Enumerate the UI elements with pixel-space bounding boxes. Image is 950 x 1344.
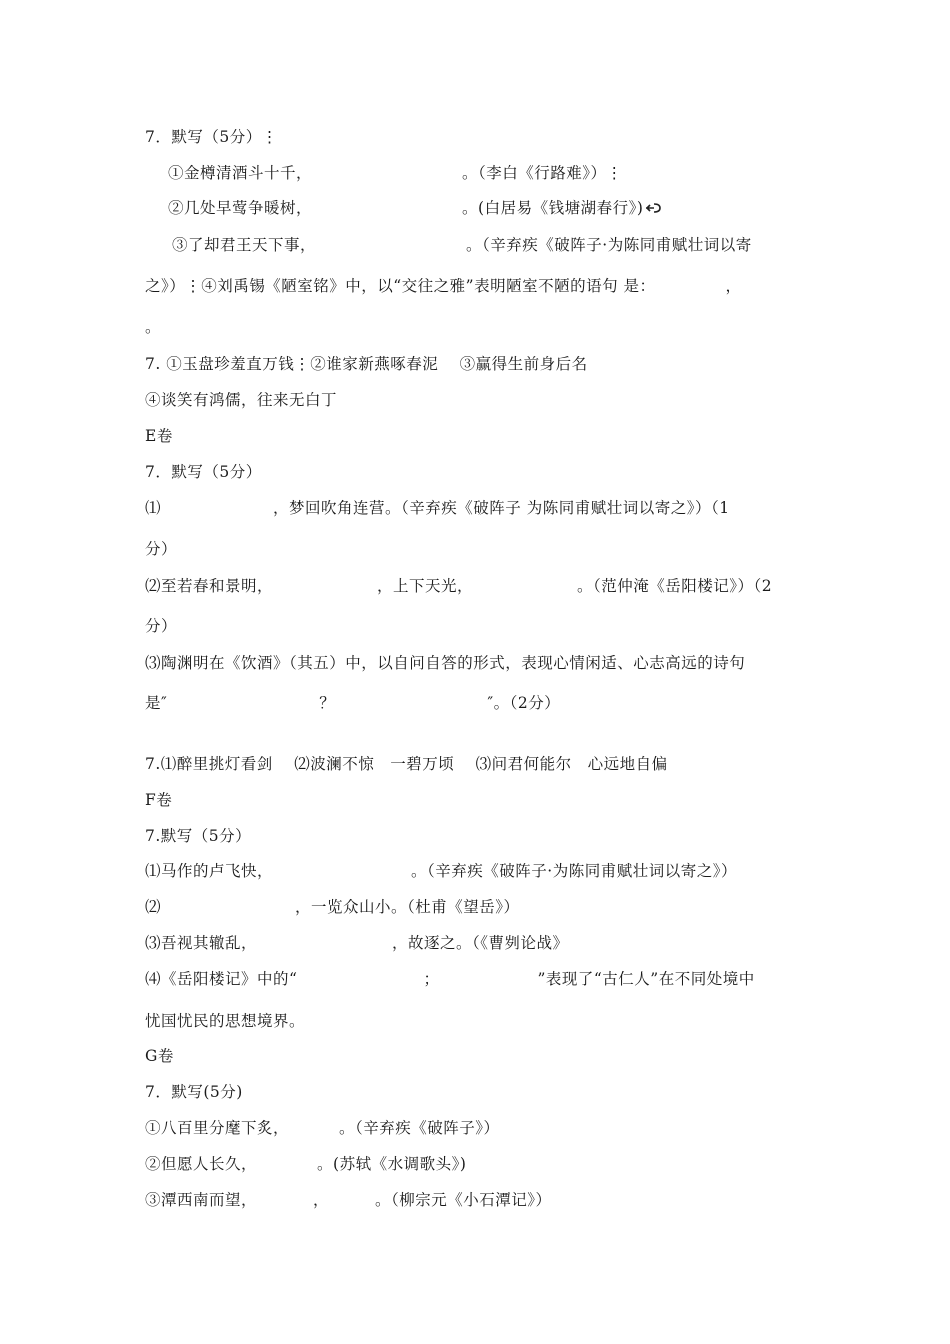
answer-line: ④谈笑有鸿儒，往来无白丁 [145,391,338,409]
section-title: E卷 [145,427,173,445]
question-line: ③了却君王天下事， 。（辛弃疾《破阵子·为陈同甫赋壮词以寄 [172,236,752,254]
question-heading: 7.默写（5分） [145,827,252,845]
question-line: ⑶吾视其辙乱， ，故逐之。（《曹刿论战》 [145,934,569,952]
question-line: 分） [145,617,178,635]
question-line: 之》）⋮④刘禹锡《陋室铭》中，以“交往之雅”表明陋室不陋的语句 是： ， [145,277,742,295]
question-line: 是″ ？ ″。（2分） [145,694,561,712]
answer-line: 7.⑴醉里挑灯看剑 ⑵波澜不惊 一碧万顷 ⑶问君何能尔 心远地自偏 [145,755,668,773]
question-line: ⑴ ，梦回吹角连营。（辛弃疾《破阵子 为陈同甫赋壮词以寄之》）（1 [145,499,730,517]
anchor-doodle-icon [644,202,664,214]
question-line: ⑴马作的卢飞快， 。（辛弃疾《破阵子·为陈同甫赋壮词以寄之》） [145,862,737,880]
question-line: 。 [145,318,162,336]
question-line: ②几处早莺争暖树， 。(白居易《钱塘湖春行》) [168,197,664,219]
question-heading: 7．默写（5分）⋮ [145,128,278,146]
question-line: ②但愿人长久， 。(苏轼《水调歌头》) [145,1155,467,1173]
question-line: ⑵ ，一览众山小。（杜甫《望岳》） [145,898,520,916]
question-line: ⑷《岳阳楼记》中的“ ； ”表现了“古仁人”在不同处境中 [145,970,755,988]
question-heading: 7．默写（5分） [145,463,262,481]
question-line: ①八百里分麾下炙， 。（辛弃疾《破阵子》） [145,1119,500,1137]
question-line: 分） [145,540,178,558]
question-heading: 7．默写(5分) [145,1083,243,1101]
section-title: F卷 [145,791,173,809]
answer-line: 7. ①玉盘珍羞直万钱⋮②谁家新燕啄春泥 ③赢得生前身后名 [145,355,588,373]
question-line: ①金樽清酒斗十千， 。（李白《行路难》）⋮ [168,164,623,182]
question-line: 忧国忧民的思想境界。 [145,1012,306,1030]
question-line: ③潭西南而望， ， 。（柳宗元《小石潭记》） [145,1191,552,1209]
question-line: ⑶陶渊明在《饮酒》（其五）中，以自问自答的形式，表现心情闲适、心志高远的诗句 [145,654,746,672]
section-title: G卷 [145,1047,174,1065]
question-line: ⑵至若春和景明， ，上下天光， 。（范仲淹《岳阳楼记》）（2 [145,577,773,595]
